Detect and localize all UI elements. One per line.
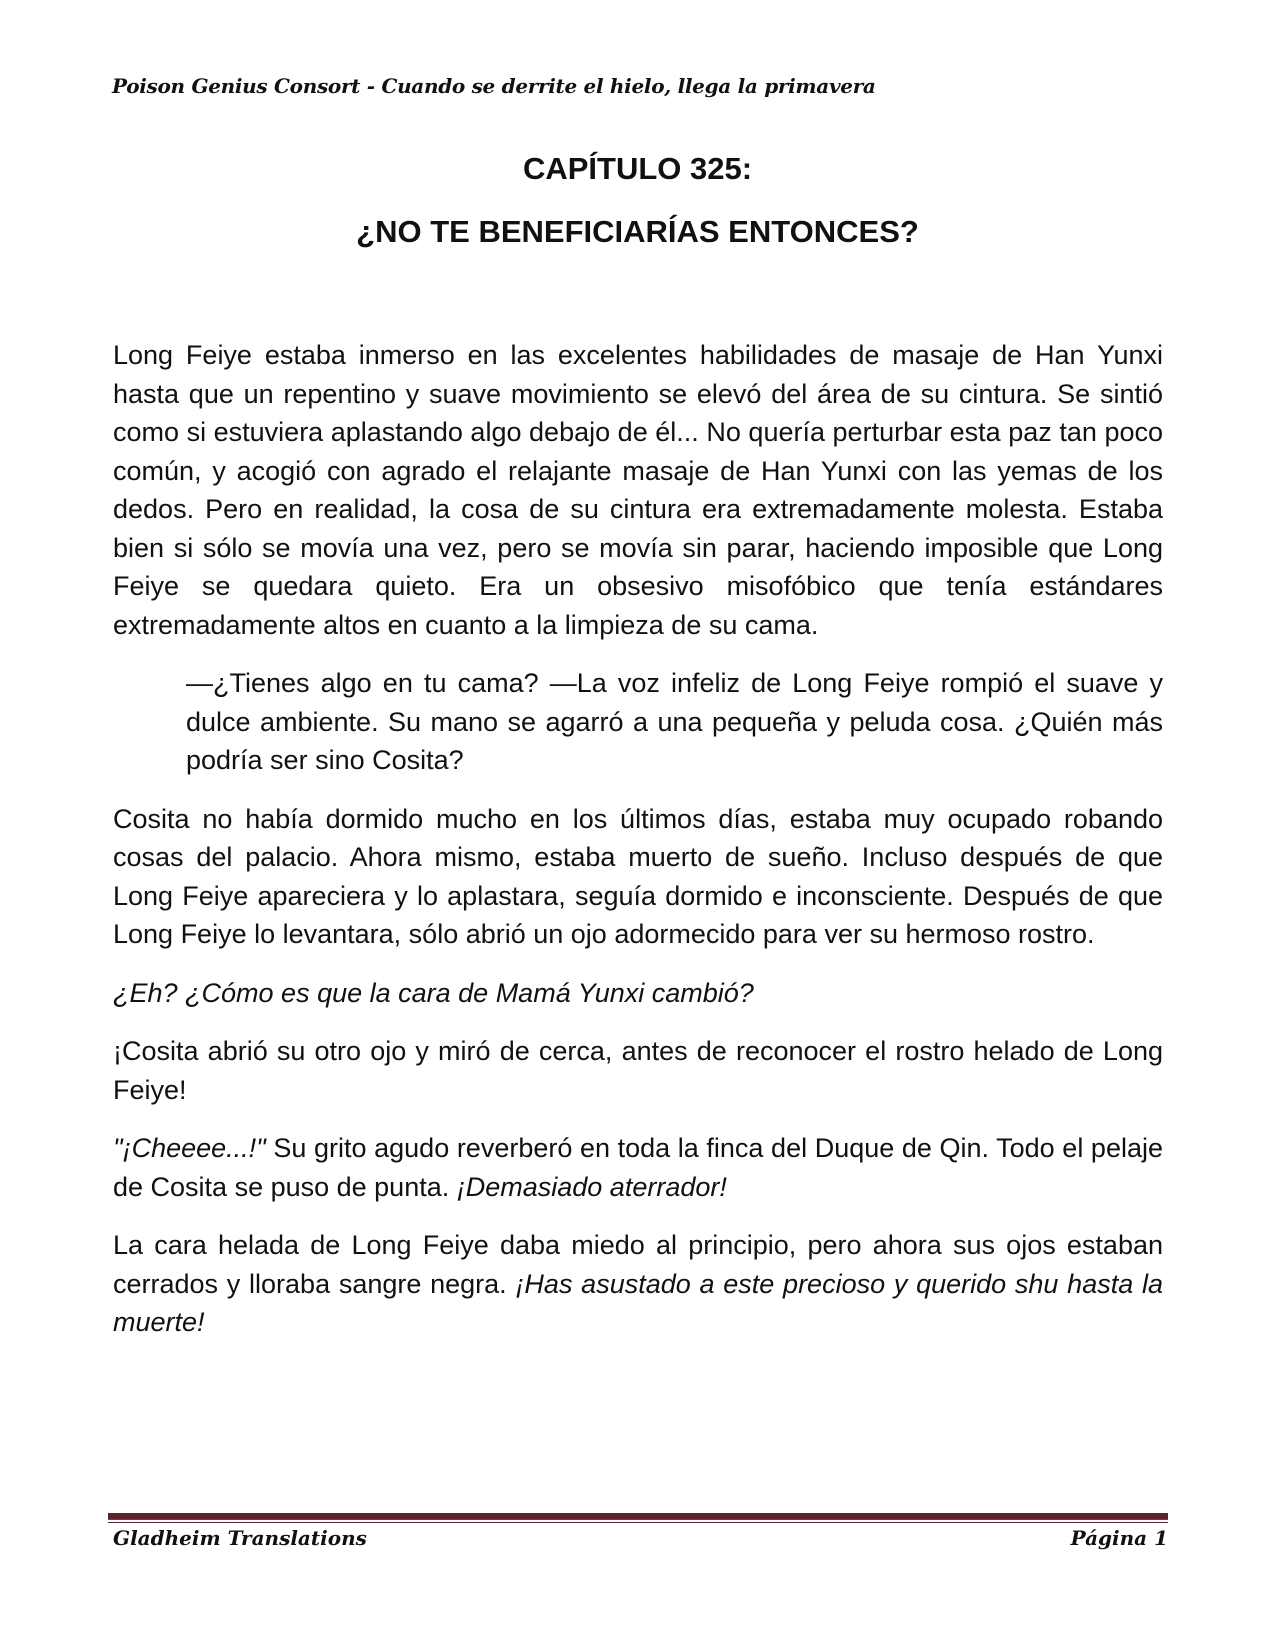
paragraph-6 xyxy=(113,1129,1163,1206)
chapter-title: ¿NO TE BENEFICIARÍAS ENTONCES? xyxy=(356,214,919,249)
paragraph-7-text: La cara helada de Long Feiye daba miedo al principio, pero ahora sus ojos estaban cerrados y lloraba sangre negra. xyxy=(113,1230,1163,1299)
paragraph-2-dialogue: —¿Tienes algo en tu cama? —La voz infeliz de Long Feiye rompió el suave y dulce ambiente. Su mano se agarró a una pequeña y peluda cosa. ¿Quién más podría ser sino Cosita? xyxy=(186,668,1163,775)
footer-page-number: Página 1 xyxy=(1070,1526,1168,1550)
paragraph-4-thought: ¿Eh? ¿Cómo es que la cara de Mamá Yunxi cambió? xyxy=(113,977,754,1008)
running-header: Poison Genius Consort - Cuando se derrite el hielo, llega la primavera xyxy=(112,74,876,98)
paragraph-1: Long Feiye estaba inmerso en las excelentes habilidades de masaje de Han Yunxi hasta que un repentino y suave movimiento se elevó del área de su cintura. Se sintió como si estuviera aplastando algo debajo de él... No quería perturbar esta paz tan poco común, y acogió con agrado el relajante masaje de Han Yunxi con las yemas de los dedos. Pero en realidad, la cosa de su cintura era extremadamente molesta. Estaba bien si sólo se movía una vez, pero se movía sin parar, haciendo imposible que Long Feiye se quedara quieto. Era un obsesivo misofóbico que tenía estándares extremadamente altos en cuanto a la limpieza de su cama. xyxy=(113,340,1163,640)
chapter-body xyxy=(113,336,1163,1362)
footer-translator: Gladheim Translations xyxy=(113,1526,367,1550)
paragraph-5: ¡Cosita abrió su otro ojo y miró de cerca, antes de reconocer el rostro helado de Long Feiye! xyxy=(113,1036,1163,1105)
footer-rule-thin xyxy=(108,1522,1168,1523)
chapter-number: CAPÍTULO 325: xyxy=(522,151,753,186)
paragraph-3: Cosita no había dormido mucho en los últimos días, estaba muy ocupado robando cosas del palacio. Ahora mismo, estaba muerto de sueño. Incluso después de que Long Feiye apareciera y lo aplastara, seguía dormido e inconsciente. Después de que Long Feiye lo levantara, sólo abrió un ojo adormecido para ver su hermoso rostro. xyxy=(113,803,1163,949)
paragraph-6-thought: ¡Demasiado aterrador! xyxy=(456,1171,727,1202)
paragraph-7 xyxy=(113,1226,1163,1342)
paragraph-7-thought: ¡Has asustado a este precioso y querido shu hasta la muerte! xyxy=(113,1268,1163,1337)
footer-rule xyxy=(108,1513,1168,1520)
paragraph-6-text: Su grito agudo reverberó en toda la finca del Duque de Qin. Todo el pelaje de Cosita se puso de punta. xyxy=(113,1133,1163,1202)
scream-text: "¡Cheeee...!" xyxy=(113,1133,266,1163)
